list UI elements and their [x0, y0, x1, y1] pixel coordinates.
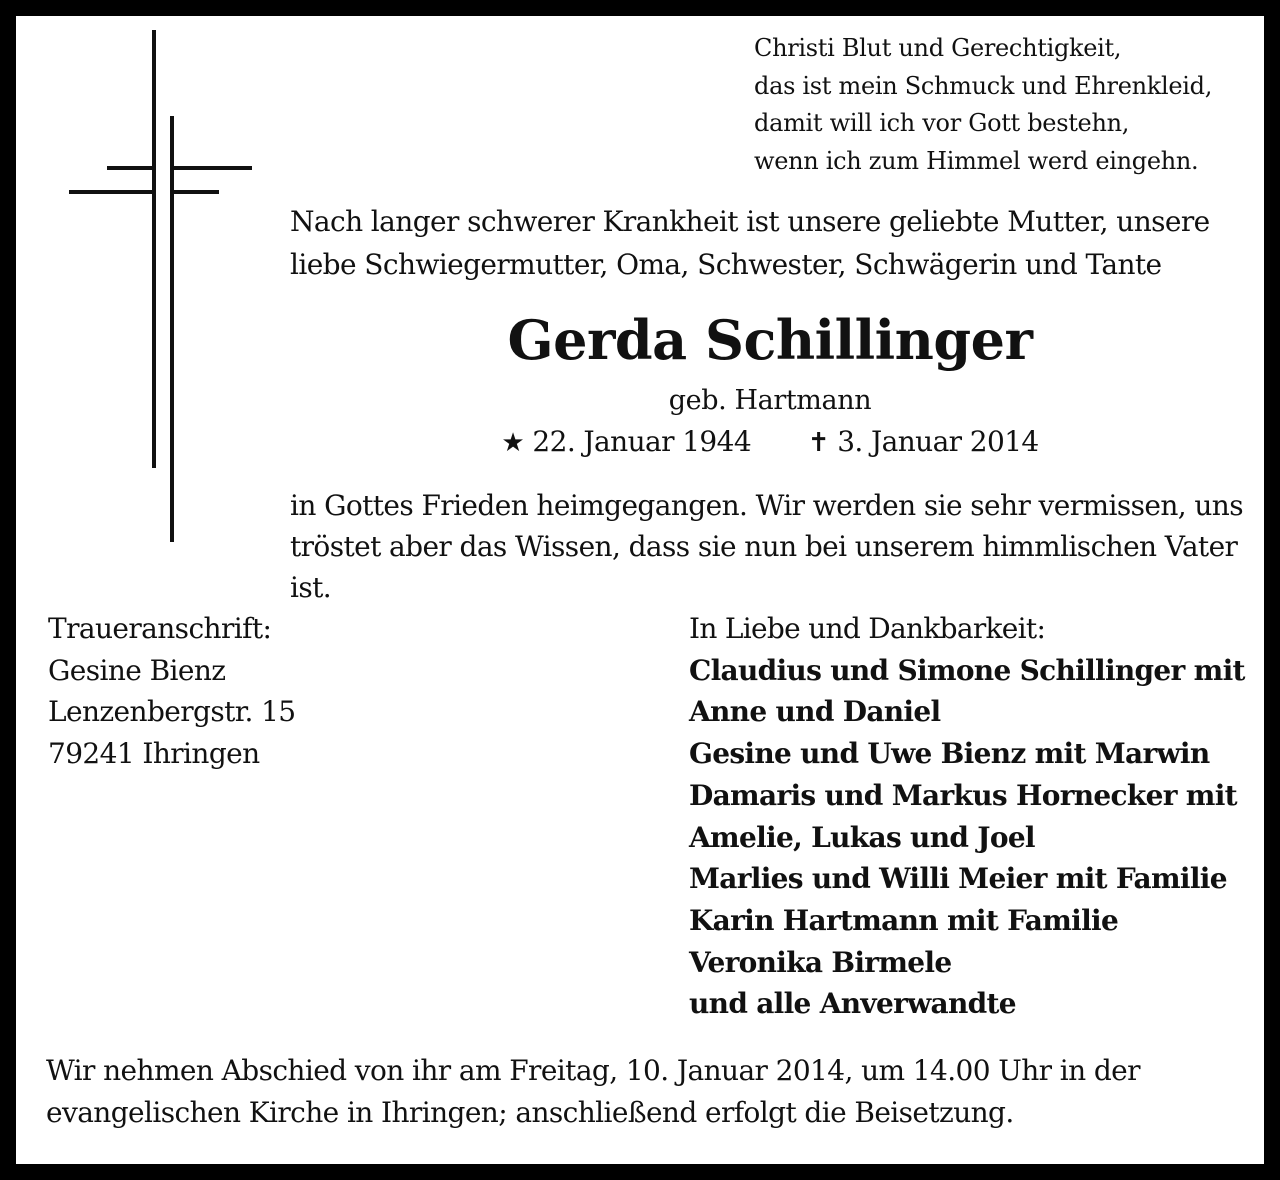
mourner-line: Gesine und Uwe Bienz mit Marwin	[689, 737, 1210, 771]
mourner-line: Amelie, Lukas und Joel	[689, 820, 1035, 854]
mourner-line: Marlies und Willi Meier mit Familie	[689, 862, 1227, 896]
mourner-line: Claudius und Simone Schillinger mit	[689, 653, 1245, 687]
body-text	[290, 485, 1243, 608]
quote-line: wenn ich zum Himmel werd eingehn.	[754, 146, 1199, 175]
mourners-heading: In Liebe und Dankbarkeit:	[689, 612, 1046, 645]
intro-line: liebe Schwiegermutter, Oma, Schwester, Schwägerin und Tante	[290, 248, 1162, 281]
deceased-name: Gerda Schillinger	[507, 308, 1033, 372]
address-label: Traueranschrift:	[48, 612, 272, 645]
mourning-address	[48, 608, 296, 774]
obituary-card	[16, 16, 1264, 1164]
funeral-line: evangelischen Kirche in Ihringen; anschließend erfolgt die Beisetzung.	[46, 1096, 1014, 1129]
mourners-list	[689, 608, 1245, 1025]
birth-date: 22. Januar 1944	[532, 425, 752, 458]
quote-line: damit will ich vor Gott bestehn,	[754, 109, 1130, 137]
mourner-line: Anne und Daniel	[689, 695, 941, 729]
mourner-line: und alle Anverwandte	[689, 987, 1016, 1021]
mourner-line: Damaris und Markus Hornecker mit	[689, 778, 1237, 812]
maiden-name: geb. Hartmann	[668, 385, 872, 416]
mourner-line: Karin Hartmann mit Familie	[689, 903, 1119, 937]
latin-cross-icon	[64, 30, 258, 542]
funeral-line: Wir nehmen Abschied von ihr am Freitag, 10. Januar 2014, um 14.00 Uhr in der	[46, 1054, 1140, 1087]
mourner-line: Veronika Birmele	[689, 945, 952, 979]
scripture-quote	[754, 30, 1212, 180]
address-name: Gesine Bienz	[48, 653, 226, 687]
funeral-notice	[46, 1050, 1140, 1134]
birth-star-icon: ★	[501, 428, 525, 458]
intro-text	[290, 200, 1210, 286]
quote-line: das ist mein Schmuck und Ehrenkleid,	[754, 71, 1213, 100]
body-line: tröstet aber das Wissen, dass sie nun bei unserem himmlischen Vater	[290, 530, 1238, 563]
address-city: 79241 Ihringen	[48, 736, 260, 770]
intro-line: Nach langer schwerer Krankheit ist unsere geliebte Mutter, unsere	[290, 205, 1210, 238]
death-cross-icon: ✝	[807, 428, 829, 458]
body-line: in Gottes Frieden heimgegangen. Wir werden sie sehr vermissen, uns	[290, 489, 1243, 522]
quote-line: Christi Blut und Gerechtigkeit,	[754, 34, 1122, 62]
life-dates	[16, 424, 1280, 461]
death-date: 3. Januar 2014	[837, 425, 1039, 458]
address-street: Lenzenbergstr. 15	[48, 695, 296, 728]
body-line: ist.	[290, 571, 332, 604]
